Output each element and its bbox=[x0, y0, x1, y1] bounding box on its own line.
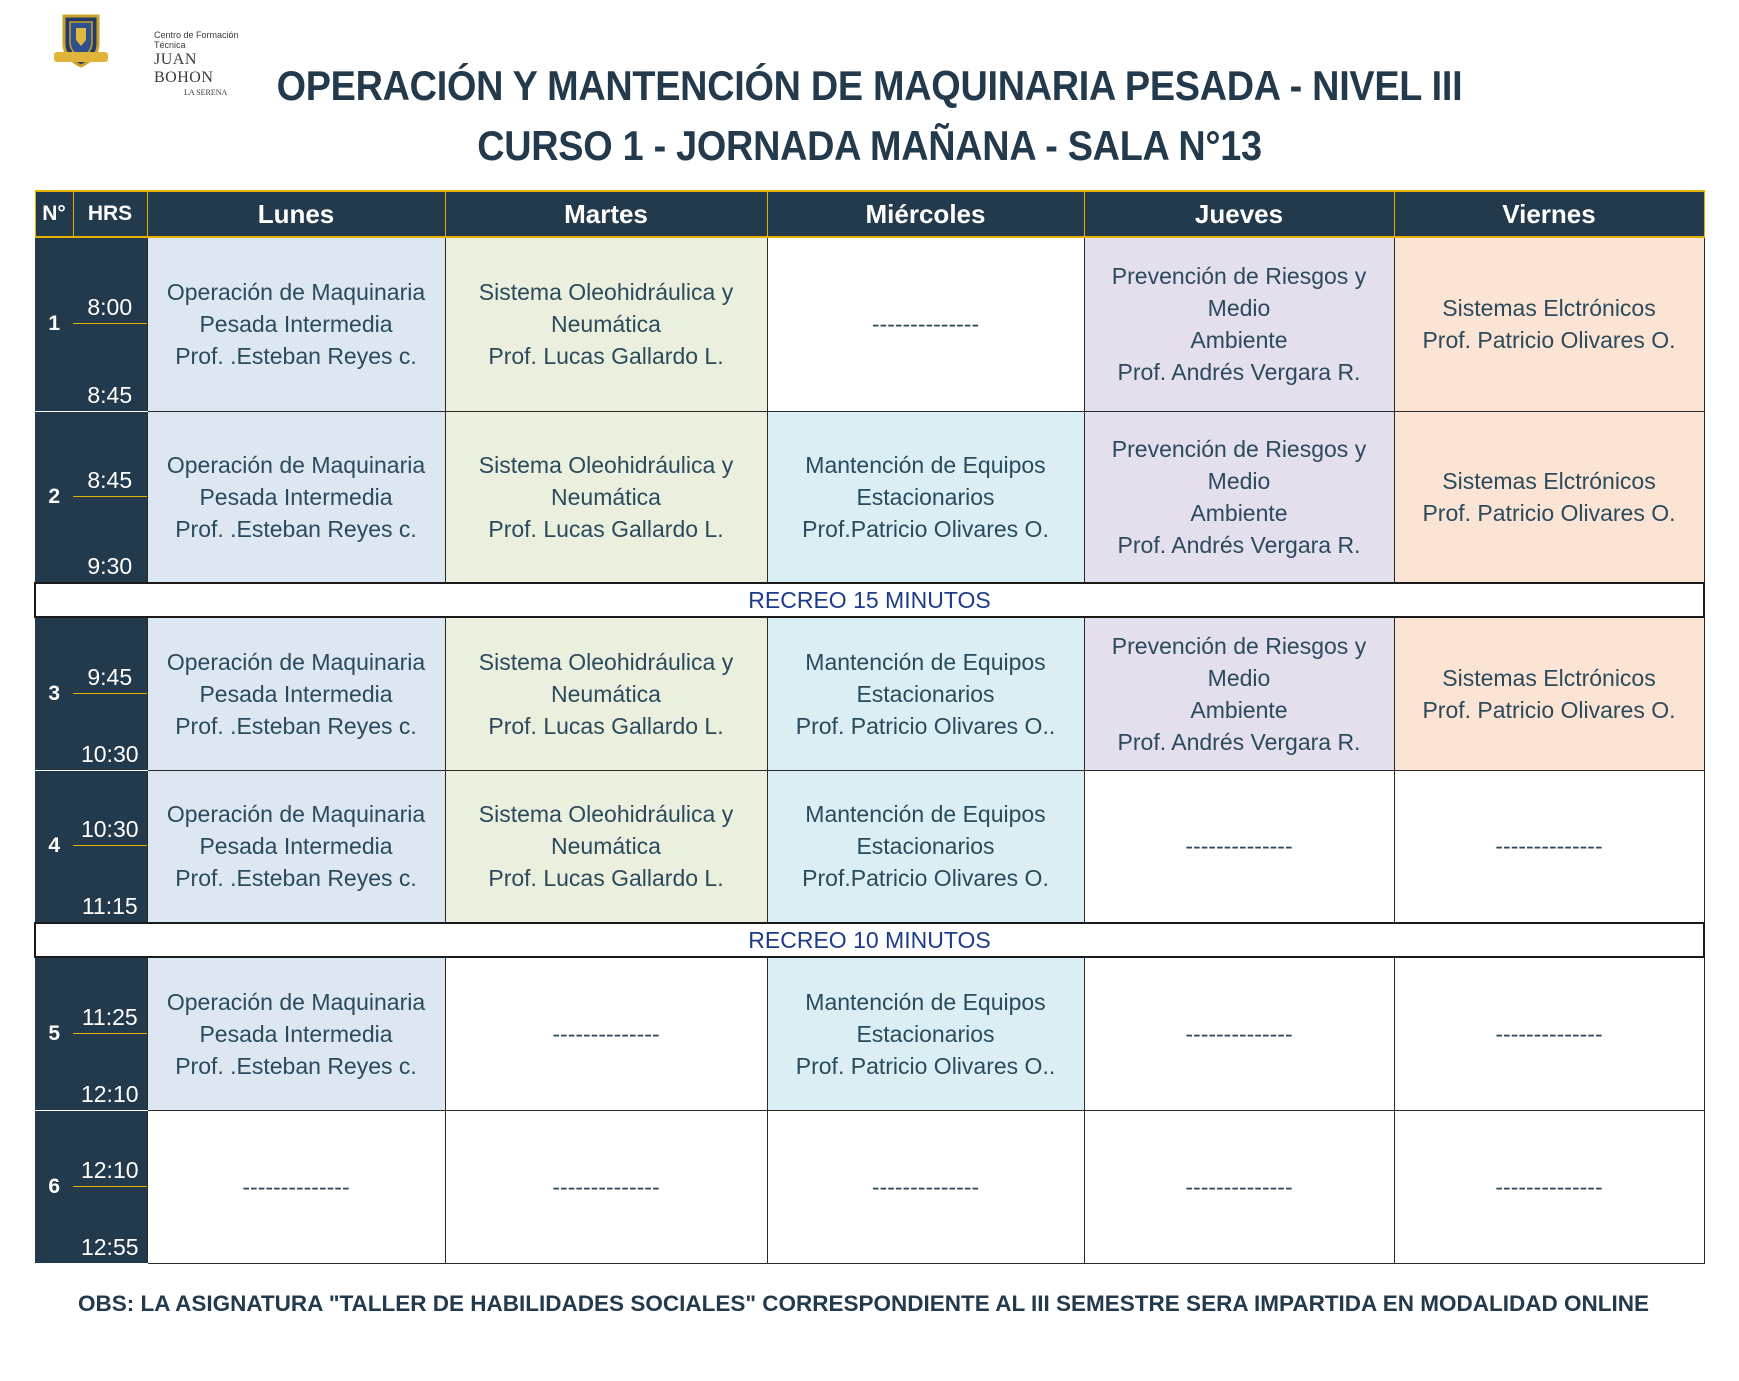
class-teacher: Prof. Patricio Olivares O. bbox=[1422, 327, 1676, 354]
period-number: 5 bbox=[35, 957, 73, 1110]
period-number: 4 bbox=[35, 770, 73, 923]
class-text: -------------- bbox=[1495, 833, 1603, 860]
class-text: -------------- bbox=[552, 1173, 660, 1200]
class-cell bbox=[767, 957, 1084, 1110]
class-cell bbox=[767, 770, 1084, 923]
class-cell bbox=[1084, 617, 1394, 770]
class-teacher: Prof. Lucas Gallardo L. bbox=[488, 712, 724, 739]
schedule-row bbox=[35, 1110, 1704, 1263]
break-row bbox=[35, 583, 1704, 617]
class-cell bbox=[767, 617, 1084, 770]
class-text: Pesada Intermedia bbox=[199, 833, 393, 860]
class-text: Estacionarios bbox=[856, 833, 995, 860]
class-text: Operación de Maquinaria bbox=[166, 279, 426, 306]
end-time: 12:10 bbox=[80, 1080, 139, 1107]
period-number: 1 bbox=[35, 237, 73, 411]
header-day-jueves: Jueves bbox=[1084, 191, 1394, 237]
schedule-row bbox=[35, 411, 1704, 583]
class-text: -------------- bbox=[871, 1173, 980, 1200]
class-cell bbox=[445, 1110, 767, 1263]
class-cell bbox=[445, 617, 767, 770]
class-text: Operación de Maquinaria bbox=[166, 988, 426, 1015]
end-time: 10:30 bbox=[80, 740, 139, 767]
class-cell bbox=[147, 617, 445, 770]
class-teacher: Prof. Andrés Vergara R. bbox=[1117, 359, 1361, 386]
class-cell bbox=[445, 770, 767, 923]
class-teacher: Prof. .Esteban Reyes c. bbox=[175, 515, 417, 542]
class-cell bbox=[147, 1110, 445, 1263]
class-cell bbox=[767, 1110, 1084, 1263]
class-cell bbox=[147, 957, 445, 1110]
institution-logo bbox=[50, 8, 240, 97]
schedule-row bbox=[35, 617, 1704, 770]
class-cell bbox=[1394, 1110, 1704, 1263]
class-cell bbox=[1394, 617, 1704, 770]
period-number: 6 bbox=[35, 1110, 73, 1263]
period-hours bbox=[73, 770, 147, 923]
class-text: Estacionarios bbox=[856, 483, 995, 510]
end-time: 12:55 bbox=[80, 1233, 139, 1260]
logo-line-1: Centro de Formación Técnica bbox=[154, 30, 239, 50]
class-teacher: Prof. Patricio Olivares O. bbox=[1422, 499, 1676, 526]
class-text: Sistema Oleohidráulica y bbox=[478, 648, 734, 675]
schedule-row bbox=[35, 770, 1704, 923]
class-cell bbox=[1084, 957, 1394, 1110]
period-hours bbox=[73, 411, 147, 583]
class-cell bbox=[1084, 237, 1394, 411]
class-cell bbox=[767, 237, 1084, 411]
observation-note: OBS: LA ASIGNATURA "TALLER DE HABILIDADES SOCIALES" CORRESPONDIENTE AL III SEMESTRE SERA IMPARTIDA EN MODALIDAD ONLINE bbox=[78, 1291, 1649, 1316]
class-teacher: Prof. Patricio Olivares O.. bbox=[795, 712, 1056, 739]
period-hours bbox=[73, 617, 147, 770]
class-teacher: Prof. Lucas Gallardo L. bbox=[488, 865, 724, 892]
class-text: Mantención de Equipos bbox=[805, 648, 1046, 675]
header-num: N° bbox=[35, 191, 73, 237]
class-text: Operación de Maquinaria bbox=[166, 451, 426, 478]
class-teacher: Prof. Patricio Olivares O. bbox=[1422, 696, 1676, 723]
class-teacher: Prof. Andrés Vergara R. bbox=[1117, 728, 1361, 755]
class-text: Mantención de Equipos bbox=[805, 801, 1046, 828]
class-teacher: Prof. Lucas Gallardo L. bbox=[488, 343, 724, 370]
class-text: Prevención de Riesgos y Medio bbox=[1111, 263, 1367, 322]
class-cell bbox=[147, 411, 445, 583]
class-teacher: Prof. Lucas Gallardo L. bbox=[488, 515, 724, 542]
class-text: -------------- bbox=[1495, 1173, 1603, 1200]
class-teacher: Prof. .Esteban Reyes c. bbox=[175, 712, 417, 739]
period-hours bbox=[73, 957, 147, 1110]
class-text: Prevención de Riesgos y Medio bbox=[1111, 632, 1367, 691]
class-teacher: Prof.Patricio Olivares O. bbox=[802, 865, 1049, 892]
class-text: -------------- bbox=[1495, 1020, 1603, 1047]
class-text: Operación de Maquinaria bbox=[166, 648, 426, 675]
class-cell bbox=[1394, 237, 1704, 411]
class-text: Operación de Maquinaria bbox=[166, 801, 426, 828]
class-cell bbox=[1394, 411, 1704, 583]
class-text: -------------- bbox=[552, 1020, 660, 1047]
period-hours bbox=[73, 237, 147, 411]
class-text: Sistema Oleohidráulica y bbox=[478, 451, 734, 478]
class-cell bbox=[767, 411, 1084, 583]
class-text: Pesada Intermedia bbox=[199, 1020, 393, 1047]
page-title: OPERACIÓN Y MANTENCIÓN DE MAQUINARIA PESADA - NIVEL III bbox=[276, 62, 1463, 109]
class-text: Neumática bbox=[551, 311, 661, 338]
page-subtitle: CURSO 1 - JORNADA MAÑANA - SALA N°13 bbox=[477, 122, 1262, 169]
class-text: Estacionarios bbox=[856, 1020, 995, 1047]
period-hours bbox=[73, 1110, 147, 1263]
class-text: -------------- bbox=[1185, 1173, 1293, 1200]
break-label: RECREO 15 MINUTOS bbox=[35, 583, 1704, 617]
shield-crest-icon bbox=[50, 8, 112, 70]
class-text: Sistemas Elctrónicos bbox=[1442, 467, 1656, 494]
header-hrs: HRS bbox=[73, 191, 147, 237]
class-teacher: Prof. Andrés Vergara R. bbox=[1117, 531, 1361, 558]
end-time: 9:30 bbox=[87, 553, 133, 579]
start-time: 10:30 bbox=[73, 771, 147, 847]
logo-line-3: LA SERENA bbox=[184, 88, 228, 97]
class-text: Sistemas Elctrónicos bbox=[1442, 664, 1656, 691]
start-time: 11:25 bbox=[73, 958, 147, 1034]
class-text: Sistema Oleohidráulica y bbox=[478, 801, 734, 828]
class-text: Pesada Intermedia bbox=[199, 311, 393, 338]
start-time: 12:10 bbox=[73, 1111, 147, 1187]
start-time: 8:45 bbox=[73, 412, 147, 497]
class-teacher: Prof. .Esteban Reyes c. bbox=[175, 865, 417, 892]
class-text: Ambiente bbox=[1190, 499, 1288, 526]
class-text: Ambiente bbox=[1190, 696, 1288, 723]
class-text: Estacionarios bbox=[856, 680, 995, 707]
break-row bbox=[35, 923, 1704, 957]
class-cell bbox=[445, 411, 767, 583]
class-text: Prevención de Riesgos y Medio bbox=[1111, 435, 1367, 494]
class-text: -------------- bbox=[1185, 833, 1293, 860]
class-teacher: Prof. .Esteban Reyes c. bbox=[175, 1052, 417, 1079]
class-cell bbox=[147, 237, 445, 411]
class-text: Pesada Intermedia bbox=[199, 680, 393, 707]
header-day-martes: Martes bbox=[445, 191, 767, 237]
class-cell bbox=[1394, 770, 1704, 923]
class-cell bbox=[1084, 1110, 1394, 1263]
break-label: RECREO 10 MINUTOS bbox=[35, 923, 1704, 957]
header-day-viernes: Viernes bbox=[1394, 191, 1704, 237]
class-text: Sistemas Elctrónicos bbox=[1442, 295, 1656, 322]
class-cell bbox=[1084, 770, 1394, 923]
start-time: 9:45 bbox=[73, 618, 147, 694]
header-day-lunes: Lunes bbox=[147, 191, 445, 237]
class-text: Neumática bbox=[551, 833, 661, 860]
header-day-miercoles: Miércoles bbox=[767, 191, 1084, 237]
class-text: -------------- bbox=[1185, 1020, 1293, 1047]
class-teacher: Prof. Patricio Olivares O.. bbox=[795, 1052, 1056, 1079]
class-cell bbox=[445, 237, 767, 411]
class-teacher: Prof.Patricio Olivares O. bbox=[802, 515, 1049, 542]
class-cell bbox=[1084, 411, 1394, 583]
schedule-table bbox=[34, 190, 1705, 1264]
period-number: 2 bbox=[35, 411, 73, 583]
class-cell bbox=[1394, 957, 1704, 1110]
schedule-row bbox=[35, 957, 1704, 1110]
logo-line-2: JUAN BOHON bbox=[154, 51, 214, 86]
class-text: -------------- bbox=[871, 311, 980, 338]
class-cell bbox=[445, 957, 767, 1110]
class-text: Neumática bbox=[551, 483, 661, 510]
schedule-row bbox=[35, 237, 1704, 411]
end-time: 11:15 bbox=[81, 893, 138, 919]
start-time: 8:00 bbox=[73, 238, 147, 324]
class-teacher: Prof. .Esteban Reyes c. bbox=[175, 343, 417, 370]
schedule-header-row bbox=[35, 191, 1704, 237]
class-text: Mantención de Equipos bbox=[805, 988, 1046, 1015]
class-text: Sistema Oleohidráulica y bbox=[478, 279, 734, 306]
class-text: Pesada Intermedia bbox=[199, 483, 393, 510]
class-text: Ambiente bbox=[1190, 327, 1288, 354]
class-text: -------------- bbox=[242, 1173, 350, 1200]
class-cell bbox=[147, 770, 445, 923]
class-text: Neumática bbox=[551, 680, 661, 707]
end-time: 8:45 bbox=[87, 381, 133, 408]
class-text: Mantención de Equipos bbox=[805, 451, 1046, 478]
period-number: 3 bbox=[35, 617, 73, 770]
